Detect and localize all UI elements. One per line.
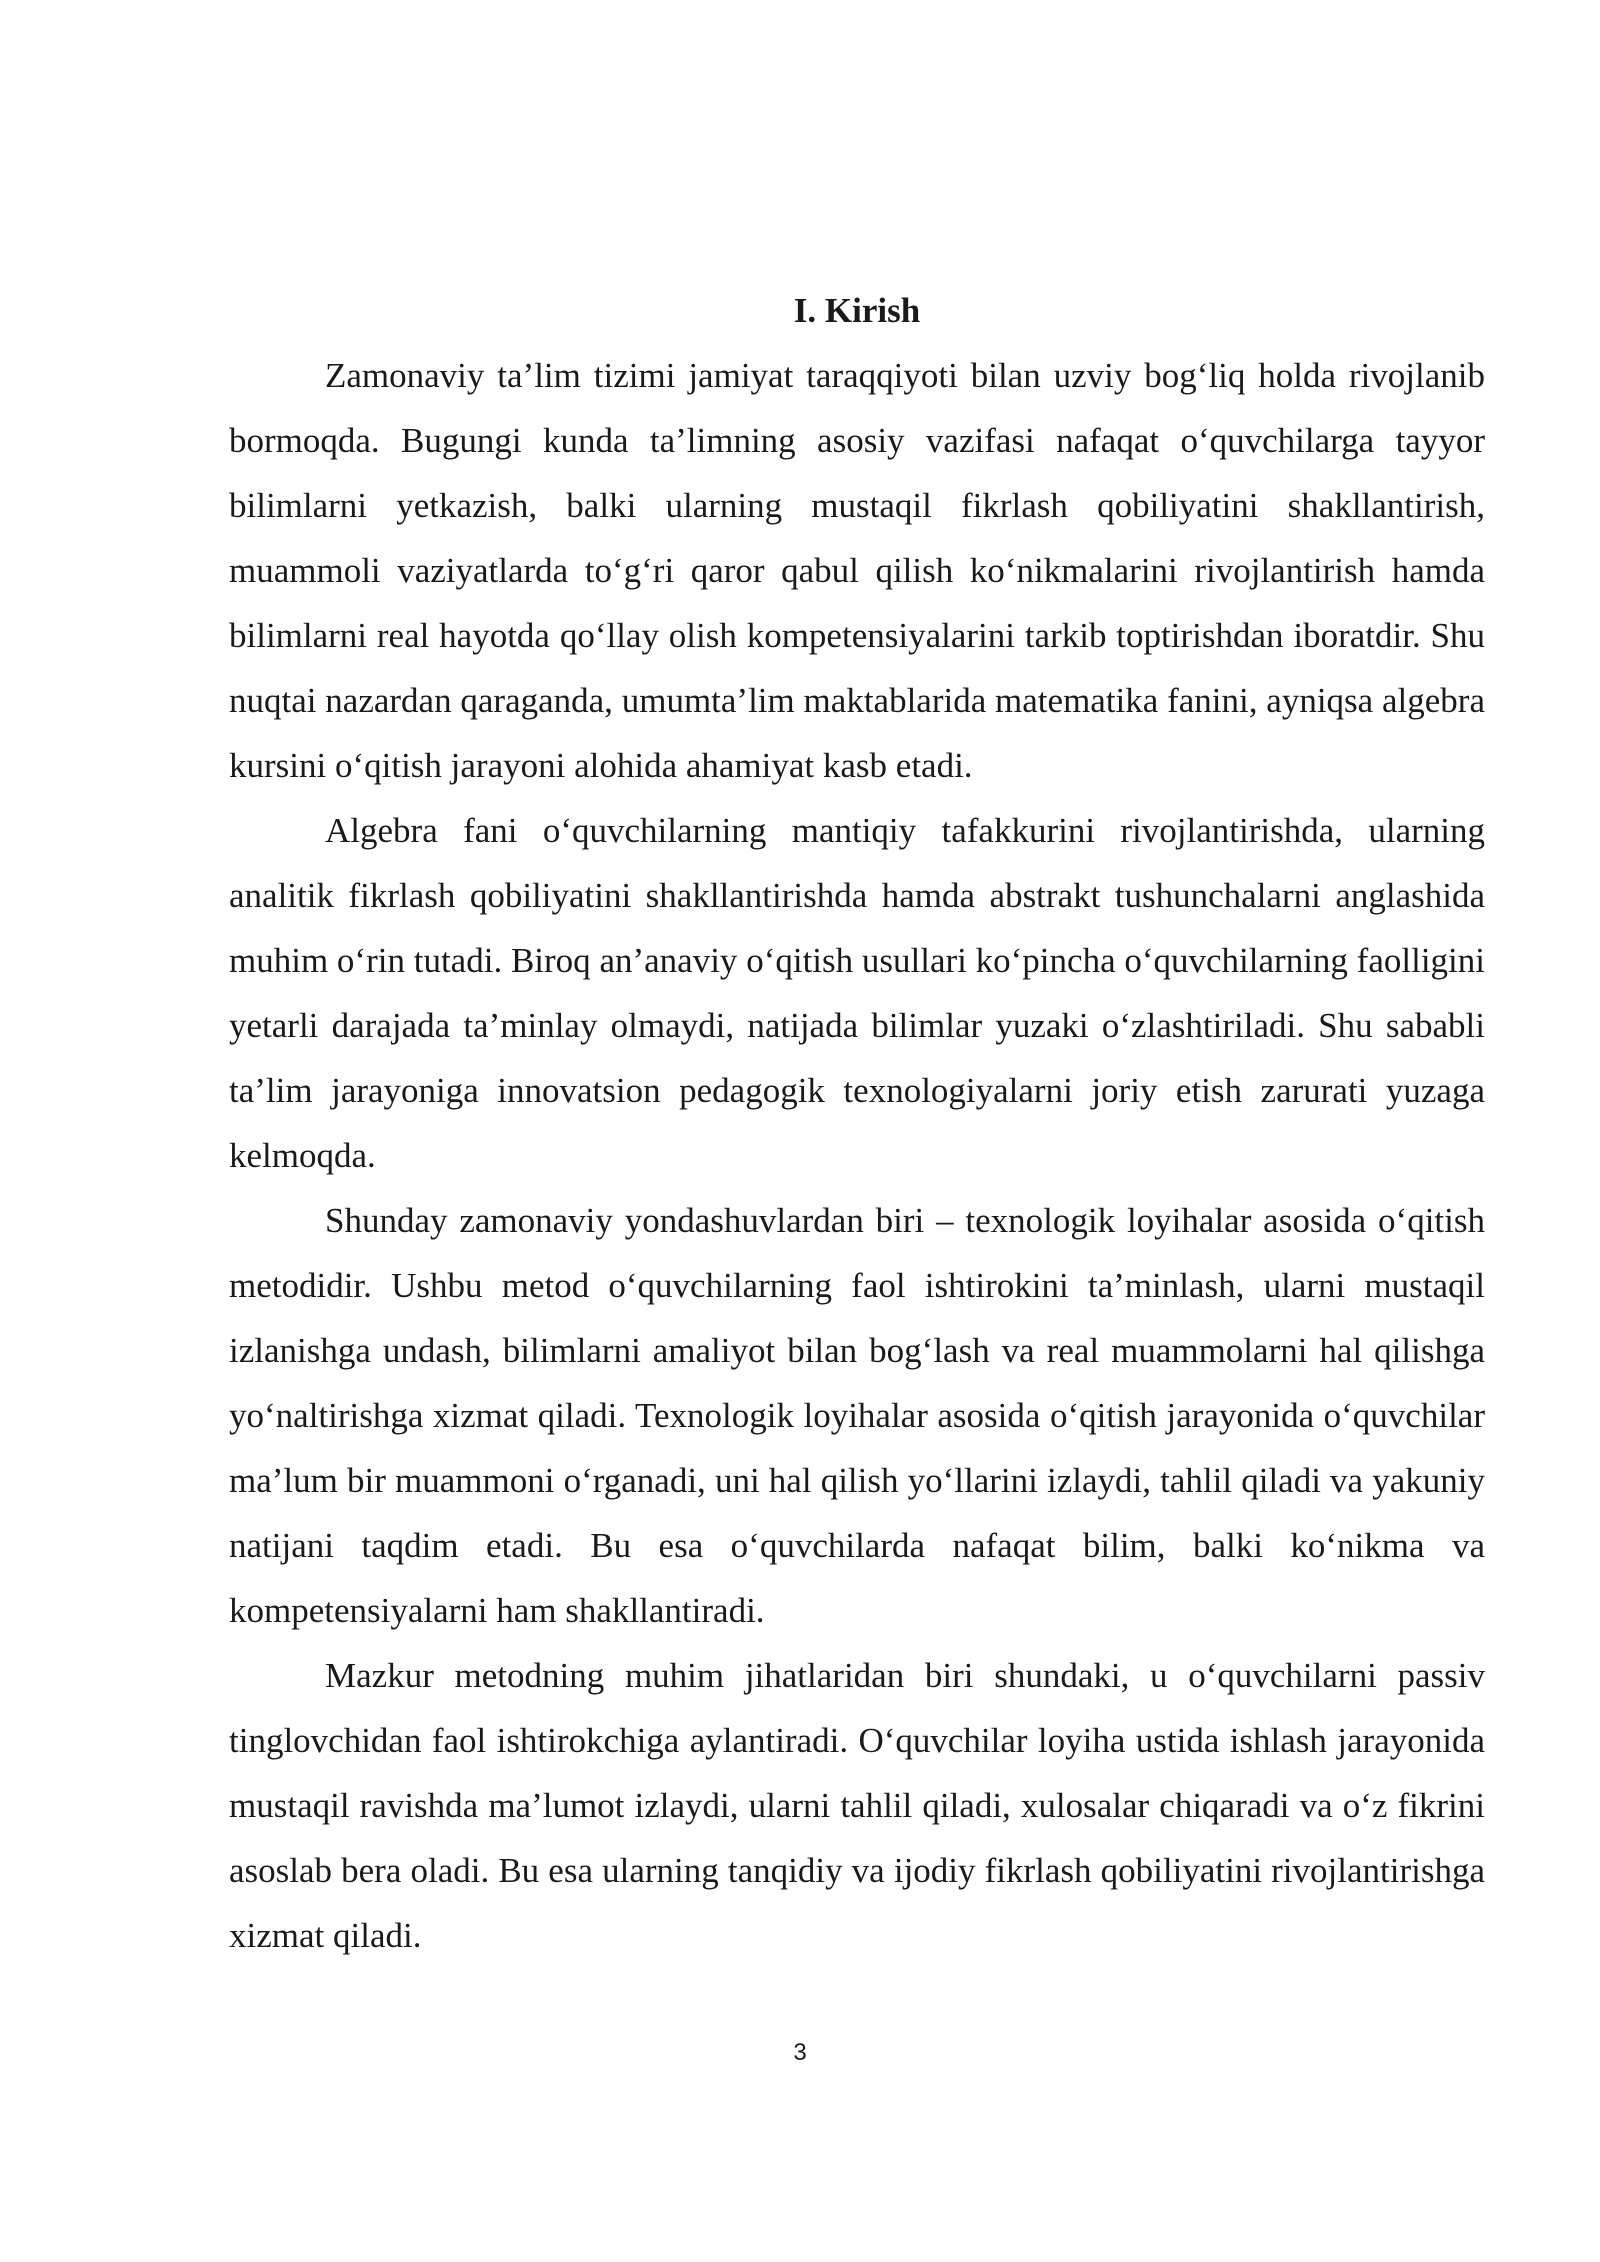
paragraph-4: Mazkur metodning muhim jihatlaridan biri shundaki, u o‘quvchilarni passiv tinglovchidan faol ishtirokchiga aylantiradi. O‘quvchilar loyiha ustida ishlash jarayonida mustaqil ravishda ma’lumot izlaydi, ularni tahlil qiladi, xulosalar chiqaradi va o‘z fikrini asoslab bera oladi. Bu esa ularning tanqidiy va ijodiy fikrlash qobiliyatini rivojlantirishga xizmat qiladi.	[229, 1656, 1485, 1955]
paragraph-1: Zamonaviy ta’lim tizimi jamiyat taraqqiyoti bilan uzviy bog‘liq holda rivojlanib bormoqda. Bugungi kunda ta’limning asosiy vazifasi nafaqat o‘quvchilarga tayyor bilimlarni yetkazish, balki ularning mustaqil fikrlash qobiliyatini shakllantirish, muammoli vaziyatlarda to‘g‘ri qaror qabul qilish ko‘nikmalarini rivojlantirish hamda bilimlarni real hayotda qo‘llay olish kompetensiyalarini tarkib toptirishdan iboratdir. Shu nuqtai nazardan qaraganda, umumta’lim maktablarida matematika fanini, ayniqsa algebra kursini o‘qitish jarayoni alohida ahamiyat kasb etadi.	[229, 356, 1485, 785]
page-number: 3	[793, 2039, 807, 2066]
section-heading: I. Kirish	[793, 291, 921, 330]
paragraph-2: Algebra fani o‘quvchilarning mantiqiy tafakkurini rivojlantirishda, ularning analitik fikrlash qobiliyatini shakllantirishda hamda abstrakt tushunchalarni anglashida muhim o‘rin tutadi. Biroq an’anaviy o‘qitish usullari ko‘pincha o‘quvchilarning faolligini yetarli darajada ta’minlay olmaydi, natijada bilimlar yuzaki o‘zlashtiriladi. Shu sababli ta’lim jarayoniga innovatsion pedagogik texnologiyalarni joriy etish zarurati yuzaga kelmoqda.	[229, 811, 1485, 1175]
page-content	[229, 278, 1485, 1968]
paragraph-3: Shunday zamonaviy yondashuvlardan biri – texnologik loyihalar asosida o‘qitish metodidir. Ushbu metod o‘quvchilarning faol ishtirokini ta’minlash, ularni mustaqil izlanishga undash, bilimlarni amaliyot bilan bog‘lash va real muammolarni hal qilishga yo‘naltirishga xizmat qiladi. Texnologik loyihalar asosida o‘qitish jarayonida o‘quvchilar ma’lum bir muammoni o‘rganadi, uni hal qilish yo‘llarini izlaydi, tahlil qiladi va yakuniy natijani taqdim etadi. Bu esa o‘quvchilarda nafaqat bilim, balki ko‘nikma va kompetensiyalarni ham shakllantiradi.	[229, 1201, 1485, 1630]
